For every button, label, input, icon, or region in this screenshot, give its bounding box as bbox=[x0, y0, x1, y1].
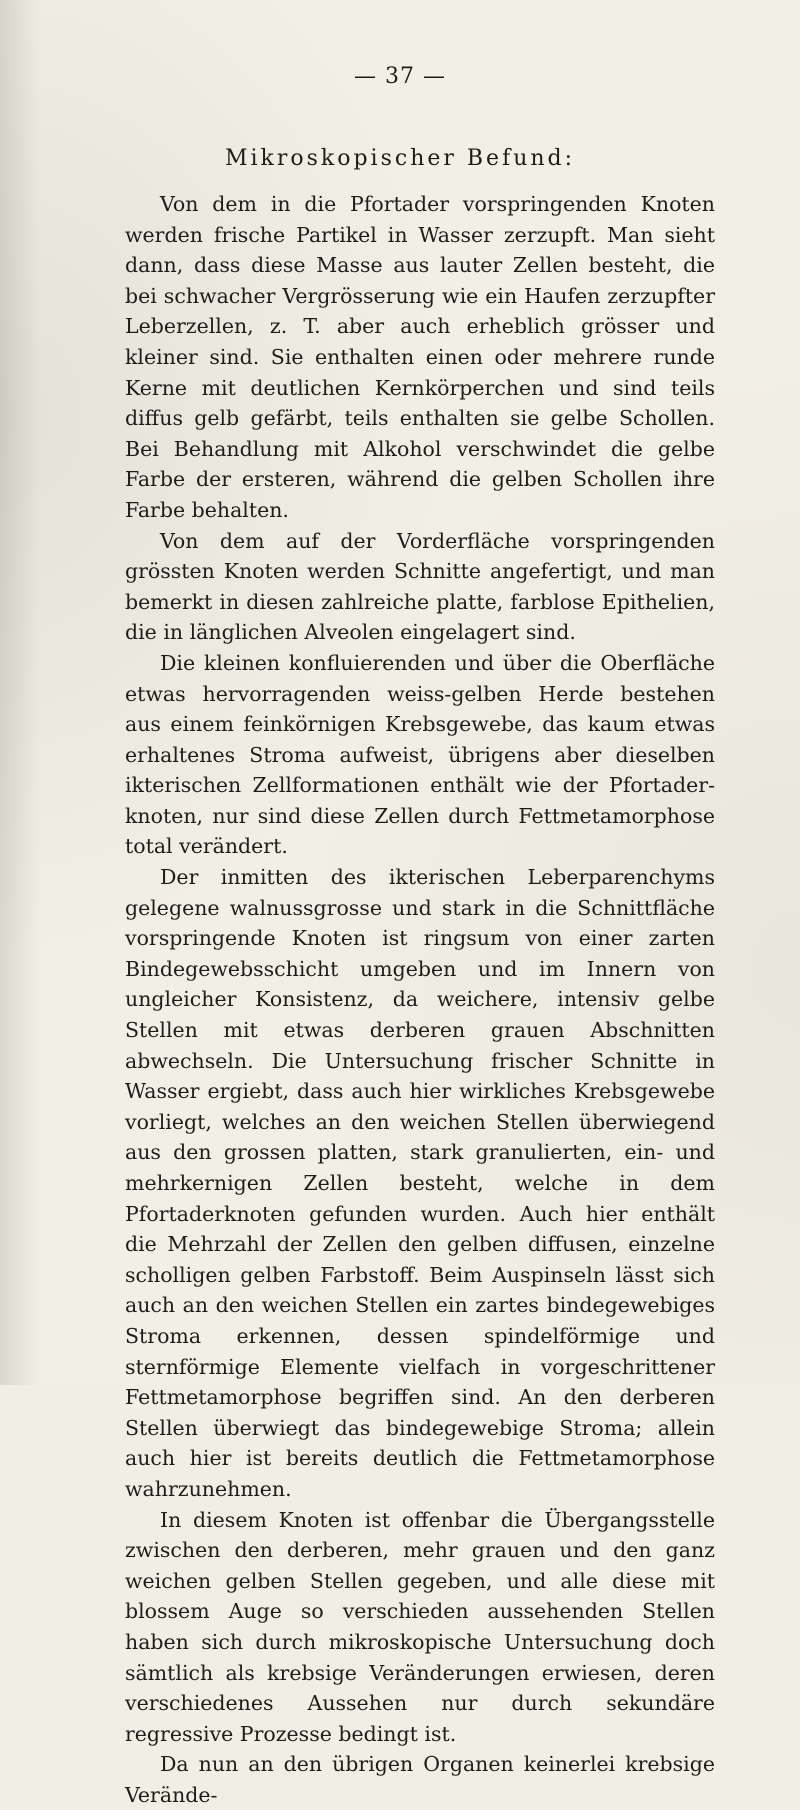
page-edge-shadow bbox=[0, 0, 40, 1385]
body-text bbox=[125, 189, 715, 1810]
paragraph: Von dem in die Pfortader vorspringenden Knoten werden frische Partikel in Wasser zerzupft. Man sieht dann, dass diese Masse aus lauter Zellen besteht, die bei schwacher Vergrösserung wie ein Haufen zerzupfter Leberzellen, z. T. aber auch erheblich grösser und kleiner sind. Sie enthalten einen oder mehrere runde Kerne mit deutlichen Kernkörperchen und sind teils diffus gelb gefärbt, teils enthalten sie gelbe Schollen. Bei Behandlung mit Alkohol verschwindet die gelbe Farbe der ersteren, während die gelben Schollen ihre Farbe behalten. bbox=[125, 192, 715, 522]
paragraph: In diesem Knoten ist offenbar die Übergangsstelle zwischen den derberen, mehr grauen und den ganz weichen gelben Stellen gegeben, und alle diese mit blossem Auge so verschieden aussehenden Stellen haben sich durch mikroskopische Untersuchung doch sämtlich als krebsige Veränderungen erwiesen, deren verschiedenes Aussehen nur durch sekundäre regressive Prozesse bedingt ist. bbox=[125, 1507, 715, 1746]
paragraph: Da nun an den übrigen Organen keinerlei krebsige Verände- bbox=[125, 1752, 715, 1807]
paragraph: Der inmitten des ikterischen Leberparenchyms gelegene walnussgrosse und stark in die Schnittfläche vorspringende Knoten ist ringsum von einer zarten Bindegewebsschicht umgeben und im Innern von ungleicher Konsistenz, da weichere, intensiv gelbe Stellen mit etwas derberen grauen Abschnitten abwechseln. Die Untersuchung frischer Schnitte in Wasser ergiebt, dass auch hier wirkliches Krebsgewebe vorliegt, welches an den weichen Stellen überwiegend aus den grossen platten, stark granulierten, ein- und mehrkernigen Zellen besteht, welche in dem Pfortaderknoten gefunden wurden. Auch hier enthält die Mehrzahl der Zellen den gelben diffusen, einzelne scholligen gelben Farbstoff. Beim Auspinseln lässt sich auch an den weichen Stellen ein zartes bindegewebiges Stroma erkennen, dessen spindelförmige und sternförmige Elemente vielfach in vorgeschrittener Fettmetamorphose begriffen sind. An den derberen Stellen überwiegt das bindegewebige Stroma; allein auch hier ist bereits deutlich die Fettmetamorphose wahrzunehmen. bbox=[125, 865, 715, 1501]
page-number: — 37 — bbox=[354, 64, 446, 89]
paragraph: Von dem auf der Vorderfläche vorspringenden grössten Knoten werden Schnitte angefertigt, und man bemerkt in diesen zahlreiche platte, farblose Epithelien, die in länglichen Alveolen eingelagert sind. bbox=[125, 528, 715, 645]
section-heading: Mikroskopischer Befund: bbox=[224, 146, 576, 171]
paragraph: Die kleinen konfluierenden und über die Oberfläche etwas hervorragenden weiss-gelben Herde bestehen aus einem feinkörnigen Krebsgewebe, das kaum etwas erhaltenes Stroma aufweist, übrigens aber dieselben ikterischen Zellformationen enthält wie der Pfortaderknoten, nur sind diese Zellen durch Fettmetamorphose total verändert. bbox=[125, 650, 715, 859]
